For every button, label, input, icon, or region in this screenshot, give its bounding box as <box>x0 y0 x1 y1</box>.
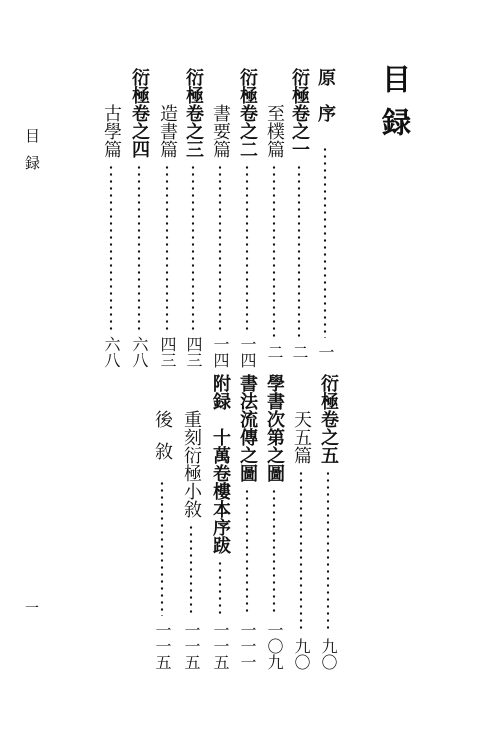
toc-entry-volume-3[interactable] <box>181 68 205 368</box>
toc-entry-page: 一四 <box>211 336 230 368</box>
dot-leader <box>245 164 249 330</box>
toc-entry-volume-4[interactable] <box>127 68 151 368</box>
toc-entry-label: 至樸篇 <box>264 104 285 158</box>
toc-entry-label: 衍極卷之三 <box>183 68 204 158</box>
toc-entry-page: 四三 <box>158 336 177 368</box>
toc-entry-page: 二 <box>290 344 309 360</box>
toc-entry-postface[interactable] <box>150 410 174 670</box>
dot-leader <box>245 488 249 616</box>
toc-entry-page: 四三 <box>184 336 203 368</box>
dot-leader <box>218 560 222 616</box>
toc-entry-page: 九〇 <box>319 638 338 670</box>
toc-entry-label: 造書篇 <box>157 104 178 158</box>
dot-leader <box>165 164 169 330</box>
toc-entry-zhipu[interactable] <box>262 104 286 360</box>
toc-entry-label: 學書次第之圖 <box>264 374 285 482</box>
toc-entry-label: 天五篇 <box>291 410 312 464</box>
toc-entry-label: 書法流傳之圖 <box>237 374 258 482</box>
running-head: 目録 <box>23 128 41 182</box>
toc-entry-label: 衍極卷之二 <box>237 68 258 158</box>
toc-entry-preface[interactable] <box>313 68 337 360</box>
toc-entry-transmission-chart[interactable] <box>235 374 259 670</box>
dot-leader <box>297 164 301 338</box>
toc-entry-appendix[interactable] <box>208 374 232 670</box>
toc-entry-page: 一一五 <box>182 622 201 670</box>
toc-entry-page: 一〇九 <box>265 622 284 670</box>
toc-entry-label: 後敘 <box>152 410 173 474</box>
toc-entry-page: 一一五 <box>211 622 230 670</box>
dot-leader <box>189 524 193 616</box>
toc-entry-label: 古學篇 <box>101 104 122 158</box>
toc-entry-tianwu[interactable] <box>289 410 313 670</box>
toc-entry-guxue[interactable] <box>99 104 123 368</box>
dot-leader <box>191 164 195 330</box>
toc-entry-learning-order-chart[interactable] <box>262 374 286 670</box>
dot-leader <box>218 164 222 330</box>
toc-entry-page: 六八 <box>102 336 121 368</box>
dot-leader <box>272 488 276 616</box>
toc-entry-page: 一一五 <box>153 622 172 670</box>
dot-leader <box>299 470 303 632</box>
toc-entry-label: 附録 十萬卷樓本序跋 <box>210 374 231 554</box>
page-title: 目録 <box>378 64 412 150</box>
dot-leader <box>109 164 113 330</box>
dot-leader <box>160 480 164 616</box>
toc-entry-reprint-note[interactable] <box>179 410 203 670</box>
toc-entry-page: 一四 <box>238 336 257 368</box>
toc-entry-page: 一一一 <box>238 622 257 670</box>
toc-entry-label: 衍極卷之五 <box>318 374 339 464</box>
toc-entry-volume-2[interactable] <box>235 68 259 368</box>
toc-entry-shuyao[interactable] <box>208 104 232 368</box>
dot-leader <box>323 146 327 338</box>
toc-entry-page: 六八 <box>130 336 149 368</box>
toc-entry-volume-5[interactable] <box>316 374 340 670</box>
toc-entry-label: 原序 <box>315 68 336 140</box>
toc-entry-label: 衍極卷之四 <box>129 68 150 158</box>
toc-entry-label: 重刻衍極小敘 <box>181 410 202 518</box>
dot-leader <box>137 164 141 330</box>
toc-entry-volume-1[interactable] <box>287 68 311 360</box>
toc-entry-page: 九〇 <box>292 638 311 670</box>
toc-entry-page: 二 <box>265 344 284 360</box>
dot-leader <box>326 470 330 632</box>
dot-leader <box>272 164 276 338</box>
toc-entry-page: 一 <box>316 344 335 360</box>
folio-page-number: 一 <box>25 601 39 617</box>
toc-entry-label: 衍極卷之一 <box>289 68 310 158</box>
toc-entry-label: 書要篇 <box>210 104 231 158</box>
toc-entry-zaoshu[interactable] <box>155 104 179 368</box>
